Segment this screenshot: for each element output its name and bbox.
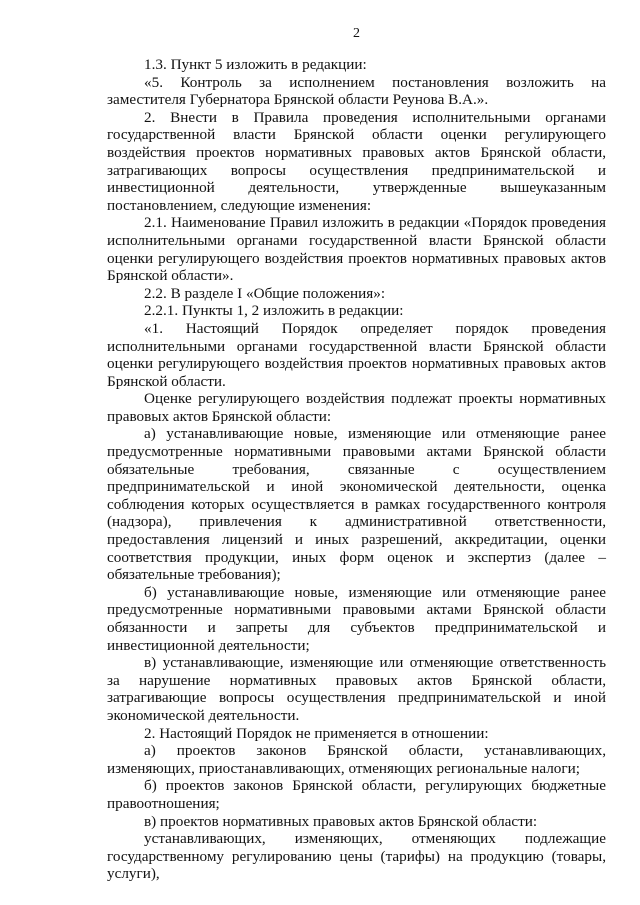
- paragraph: «5. Контроль за исполнением постановления возложить на заместителя Губернатора Брянской области Реунова В.А.».: [107, 73, 606, 109]
- paragraph: б) проектов законов Брянской области, регулирующих бюджетные правоотношения;: [107, 777, 606, 812]
- paragraph: устанавливающих, изменяющих, отменяющих подлежащие государственному регулированию цены (тарифы) на продукцию (товары, услуги),: [107, 830, 606, 883]
- paragraph: 1.3. Пункт 5 изложить в редакции:: [144, 56, 367, 73]
- document-body: [107, 56, 606, 883]
- paragraph: в) проектов нормативных правовых актов Брянской области:: [144, 812, 538, 830]
- paragraph: в) устанавливающие, изменяющие или отменяющие ответственность за нарушение нормативных правовых актов Брянской области, затрагивающие вопросы осуществления предпринимательской и иной экономической деятельности.: [107, 654, 606, 724]
- paragraph: а) устанавливающие новые, изменяющие или отменяющие ранее предусмотренные нормативными правовыми актами Брянской области обязательные требования, связанные с осуществлением предпринимательской и иной экономической деятельности, оценка соблюдения которых осуществляется в рамках государственного контроля (надзора), привлечения к административной ответственности, предоставления лицензий и иных разрешений, аккредитации, оценки соответствия продукции, иных форм оценок и экспертиз (далее – обязательные требования);: [107, 425, 606, 584]
- paragraph: 2. Настоящий Порядок не применяется в отношении:: [144, 724, 489, 742]
- page-number: 2: [353, 26, 360, 41]
- paragraph: 2.2. В разделе I «Общие положения»:: [144, 284, 386, 302]
- paragraph: 2. Внести в Правила проведения исполнительными органами государственной власти Брянской области оценки регулирующего воздействия проектов нормативных правовых актов Брянской области, затрагивающих вопросы осуществления предпринимательской и инвестиционной деятельности, утвержденные вышеуказанным постановлением, следующие изменения:: [107, 108, 606, 214]
- paragraph: а) проектов законов Брянской области, устанавливающих, изменяющих, приостанавливающих, отменяющих региональные налоги;: [107, 742, 606, 777]
- paragraph: 2.2.1. Пункты 1, 2 изложить в редакции:: [144, 302, 404, 320]
- paragraph: Оценке регулирующего воздействия подлежат проекты нормативных правовых актов Брянской области:: [107, 390, 606, 425]
- paragraph: «1. Настоящий Порядок определяет порядок проведения исполнительными органами государственной власти Брянской области оценки регулирующего воздействия проектов нормативных правовых актов Брянской области.: [107, 319, 606, 390]
- paragraph: 2.1. Наименование Правил изложить в редакции «Порядок проведения исполнительными органами государственной власти Брянской области оценки регулирующего воздействия проектов нормативных правовых актов Брянской области».: [107, 214, 606, 285]
- paragraph: б) устанавливающие новые, изменяющие или отменяющие ранее предусмотренные нормативными правовыми актами Брянской области обязанности и запреты для субъектов предпринимательской и инвестиционной деятельности;: [107, 583, 606, 654]
